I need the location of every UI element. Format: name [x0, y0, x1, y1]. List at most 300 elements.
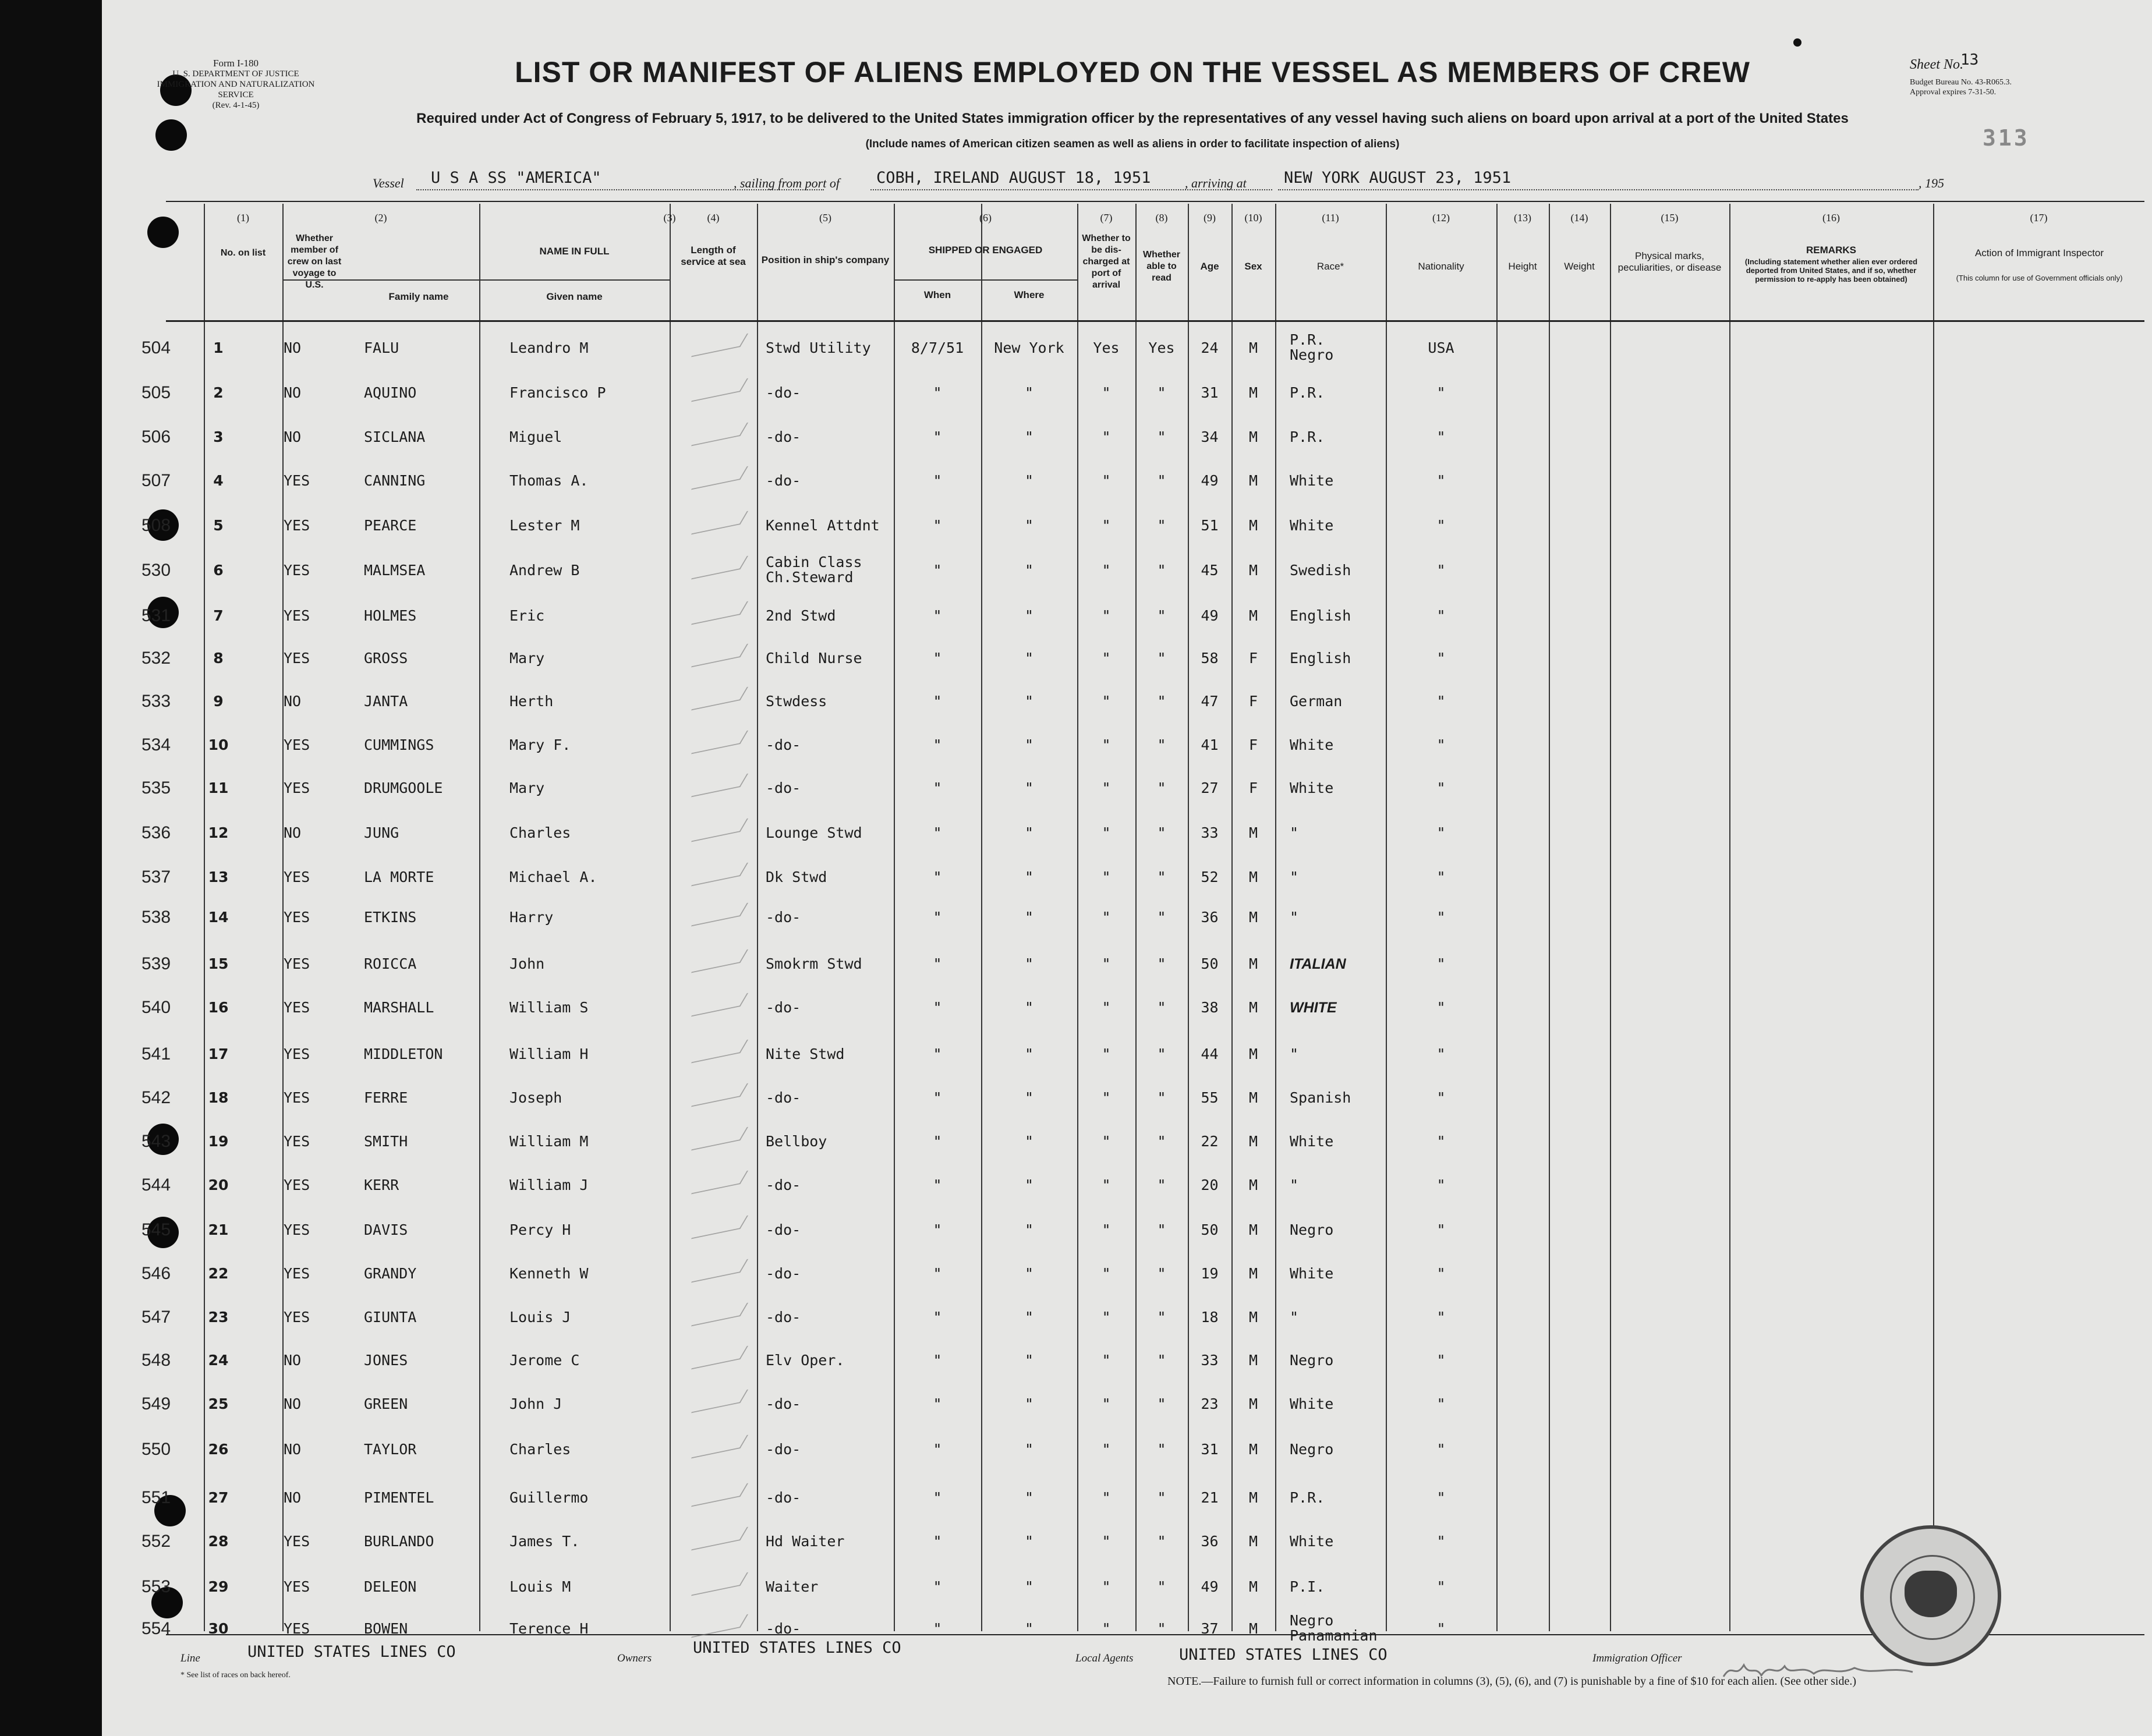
header-no-on-list: No. on list	[220, 248, 266, 258]
shipped-where-value: "	[1024, 1265, 1034, 1282]
discharged-value: "	[1102, 1309, 1111, 1326]
last-voyage-value: NO	[284, 384, 302, 401]
age-value: 49	[1201, 472, 1219, 489]
shipped-when-value: "	[933, 1533, 942, 1550]
position-value: Smokrm Stwd	[766, 955, 862, 972]
shipped-when-value: "	[933, 607, 942, 624]
position-value: -do-	[766, 780, 801, 796]
position-value: Elv Oper.	[766, 1352, 845, 1369]
sex-value: M	[1248, 824, 1258, 841]
given-name-value: Jerome C	[509, 1352, 580, 1369]
vessel-label: Vessel	[373, 176, 404, 190]
shipped-where-value: "	[1024, 607, 1034, 624]
nationality-value: USA	[1428, 339, 1454, 356]
sex-value: M	[1248, 428, 1258, 445]
row-number: 21	[208, 1221, 229, 1238]
sex-value: M	[1248, 1046, 1258, 1062]
shipped-where-value: "	[1024, 1089, 1034, 1106]
line-value: UNITED STATES LINES CO	[247, 1643, 456, 1661]
last-voyage-value: YES	[284, 869, 310, 885]
race-value: White	[1290, 1265, 1334, 1282]
row-number: 2	[213, 384, 224, 401]
nationality-value: "	[1436, 472, 1446, 489]
row-number: 29	[208, 1578, 229, 1595]
shipped-when-value: "	[933, 1133, 942, 1150]
service-name: IMMIGRATION AND NATURALIZATION SERVICE	[157, 80, 315, 100]
shipped-where-value: "	[1024, 1620, 1034, 1637]
col-divider	[1729, 204, 1730, 1631]
shipped-when-value: "	[933, 780, 942, 796]
shipped-when-value: "	[933, 955, 942, 972]
header-weight: Weight	[1564, 261, 1595, 272]
row-number: 6	[213, 562, 224, 579]
shipped-where-value: "	[1024, 736, 1034, 753]
age-value: 34	[1201, 428, 1219, 445]
page-ref-number: 531	[141, 606, 171, 625]
given-name-value: Michael A.	[509, 869, 597, 885]
shipped-where-value: "	[1024, 517, 1034, 534]
nationality-value: "	[1436, 517, 1446, 534]
age-value: 50	[1201, 1221, 1219, 1238]
header-age: Age	[1200, 261, 1219, 272]
shipped-when-value: "	[933, 1309, 942, 1326]
col-number-12: (12)	[1432, 212, 1450, 224]
given-name-value: Lester M	[509, 517, 580, 534]
header-physical-marks: Physical marks, peculiarities, or disease	[1617, 250, 1722, 273]
shipped-when-value: "	[933, 1177, 942, 1193]
col-number-8: (8)	[1155, 212, 1168, 224]
given-name-value: Mary	[509, 780, 545, 796]
nationality-value: "	[1436, 693, 1446, 710]
header-discharged: Whether to be dis-charged at port of arrival	[1082, 233, 1131, 290]
discharged-value: "	[1102, 909, 1111, 926]
discharged-value: "	[1102, 1620, 1111, 1637]
family-name-value: CUMMINGS	[364, 736, 434, 753]
family-name-value: DRUMGOOLE	[364, 780, 443, 796]
given-name-value: Joseph	[509, 1089, 562, 1106]
family-name-value: PEARCE	[364, 517, 417, 534]
budget-line: Budget Bureau No. 43-R065.3.	[1910, 78, 2012, 87]
shipped-when-value: "	[933, 1221, 942, 1238]
shipped-where-value: "	[1024, 955, 1034, 972]
family-name-value: CANNING	[364, 472, 426, 489]
owners-value: UNITED STATES LINES CO	[693, 1639, 901, 1657]
nationality-value: "	[1436, 384, 1446, 401]
family-name-value: ROICCA	[364, 955, 417, 972]
shipped-when-value: "	[933, 736, 942, 753]
able-to-read-value: "	[1157, 955, 1166, 972]
given-name-value: Francisco P	[509, 384, 606, 401]
line-label: Line	[180, 1652, 200, 1664]
row-number: 4	[213, 472, 224, 489]
shipped-where-value: "	[1024, 1221, 1034, 1238]
able-to-read-value: "	[1157, 1352, 1166, 1369]
discharged-value: "	[1102, 955, 1111, 972]
race-value: White	[1290, 472, 1334, 489]
col-number-11: (11)	[1322, 212, 1339, 224]
age-value: 31	[1201, 1441, 1219, 1458]
able-to-read-value: "	[1157, 999, 1166, 1016]
shipped-where-value: "	[1024, 1309, 1034, 1326]
sex-value: M	[1248, 909, 1258, 926]
row-number: 18	[208, 1089, 229, 1106]
given-name-value: Harry	[509, 909, 554, 926]
position-value: -do-	[766, 472, 801, 489]
shipped-where-value: "	[1024, 869, 1034, 885]
position-value: -do-	[766, 1309, 801, 1326]
position-value: Child Nurse	[766, 650, 862, 667]
row-number: 22	[208, 1265, 229, 1282]
nationality-value: "	[1436, 1352, 1446, 1369]
immigration-seal	[1860, 1525, 2001, 1666]
races-footnote: * See list of races on back hereof.	[180, 1671, 291, 1680]
col-number-13: (13)	[1514, 212, 1531, 224]
header-sex: Sex	[1244, 261, 1262, 272]
family-name-value: TAYLOR	[364, 1441, 417, 1458]
race-value: White	[1290, 736, 1334, 753]
header-race: Race*	[1316, 261, 1344, 272]
position-value: Bellboy	[766, 1133, 827, 1150]
given-name-value: John	[509, 955, 545, 972]
last-voyage-value: YES	[284, 1046, 310, 1062]
discharged-value: "	[1102, 869, 1111, 885]
race-value: Negro Panamanian	[1290, 1612, 1378, 1644]
position-value: -do-	[766, 736, 801, 753]
nationality-value: "	[1436, 1309, 1446, 1326]
given-name-value: Charles	[509, 1441, 571, 1458]
age-value: 21	[1201, 1489, 1219, 1506]
race-value: WHITE	[1290, 1000, 1337, 1016]
given-name-value: William M	[509, 1133, 589, 1150]
nationality-value: "	[1436, 1441, 1446, 1458]
race-value: P.R.	[1290, 384, 1325, 401]
race-value: German	[1290, 693, 1343, 710]
race-value: English	[1290, 650, 1351, 667]
row-number: 16	[208, 999, 229, 1016]
age-value: 19	[1201, 1265, 1219, 1282]
shipped-where-value: New York	[994, 339, 1064, 356]
family-name-value: SICLANA	[364, 428, 426, 445]
header-where: Where	[1014, 289, 1045, 300]
family-name-value: AQUINO	[364, 384, 417, 401]
budget-bureau-note	[1910, 77, 2012, 97]
nationality-value: "	[1436, 1046, 1446, 1062]
local-agents-label: Local Agents	[1075, 1652, 1134, 1664]
last-voyage-value: NO	[284, 1352, 302, 1369]
family-name-value: GREEN	[364, 1395, 408, 1412]
position-value: Waiter	[766, 1578, 819, 1595]
sex-value: M	[1248, 384, 1258, 401]
col-divider	[1549, 204, 1550, 1631]
discharged-value: "	[1102, 736, 1111, 753]
age-value: 47	[1201, 693, 1219, 710]
given-name-value: William H	[509, 1046, 589, 1062]
shipped-when-value: "	[933, 650, 942, 667]
given-name-value: Percy H	[509, 1221, 571, 1238]
race-value: "	[1290, 824, 1299, 841]
able-to-read-value: "	[1157, 1489, 1166, 1506]
position-value: Lounge Stwd	[766, 824, 862, 841]
given-name-value: Leandro M	[509, 339, 589, 356]
shipped-where-value: "	[1024, 384, 1034, 401]
position-value: -do-	[766, 1441, 801, 1458]
shipped-where-value: "	[1024, 824, 1034, 841]
row-number: 13	[208, 869, 229, 885]
shipped-where-value: "	[1024, 1177, 1034, 1193]
page-ref-number: 547	[141, 1308, 171, 1327]
nationality-value: "	[1436, 1620, 1446, 1637]
family-name-value: DELEON	[364, 1578, 417, 1595]
row-number: 15	[208, 955, 229, 972]
row-number: 1	[213, 339, 224, 356]
age-value: 58	[1201, 650, 1219, 667]
shipped-when-value: "	[933, 869, 942, 885]
nationality-value: "	[1436, 1089, 1446, 1106]
sailing-value: COBH, IRELAND AUGUST 18, 1951	[876, 169, 1151, 187]
family-name-value: JONES	[364, 1352, 408, 1369]
age-value: 20	[1201, 1177, 1219, 1193]
local-agents-value: UNITED STATES LINES CO	[1179, 1646, 1388, 1664]
family-name-value: LA MORTE	[364, 869, 434, 885]
discharged-value: "	[1102, 650, 1111, 667]
age-value: 50	[1201, 955, 1219, 972]
row-number: 12	[208, 824, 229, 841]
sex-value: M	[1248, 1089, 1258, 1106]
nationality-value: "	[1436, 780, 1446, 796]
nationality-value: "	[1436, 428, 1446, 445]
race-value: "	[1290, 909, 1299, 926]
discharged-value: "	[1102, 384, 1111, 401]
age-value: 52	[1201, 869, 1219, 885]
given-name-value: Terence H	[509, 1620, 589, 1637]
row-number: 17	[208, 1046, 229, 1062]
able-to-read-value: "	[1157, 428, 1166, 445]
page-ref-number: 504	[141, 338, 171, 357]
discharged-value: "	[1102, 517, 1111, 534]
shipped-when-value: "	[933, 824, 942, 841]
shipped-where-value: "	[1024, 1395, 1034, 1412]
family-name-value: MALMSEA	[364, 562, 426, 579]
able-to-read-value: "	[1157, 693, 1166, 710]
discharged-value: "	[1102, 1221, 1111, 1238]
col-number-10: (10)	[1244, 212, 1262, 224]
budget-line: Approval expires 7-31-50.	[1910, 88, 1997, 97]
last-voyage-value: NO	[284, 1395, 302, 1412]
nationality-value: "	[1436, 1533, 1446, 1550]
position-value: Nite Stwd	[766, 1046, 845, 1062]
last-voyage-value: YES	[284, 999, 310, 1016]
shipped-where-value: "	[1024, 472, 1034, 489]
arriving-rule	[1278, 189, 1919, 190]
discharged-value: "	[1102, 780, 1111, 796]
shipped-when-value: "	[933, 428, 942, 445]
page-ref-number: 541	[141, 1044, 171, 1064]
discharged-value: "	[1102, 428, 1111, 445]
race-value: Negro	[1290, 1221, 1334, 1238]
last-voyage-value: YES	[284, 562, 310, 579]
able-to-read-value: "	[1157, 909, 1166, 926]
nationality-value: "	[1436, 607, 1446, 624]
header-position: Position in ship's company	[761, 254, 890, 265]
age-value: 37	[1201, 1620, 1219, 1637]
sex-value: M	[1248, 1177, 1258, 1193]
shipped-where-value: "	[1024, 428, 1034, 445]
header-shipped-engaged: SHIPPED OR ENGAGED	[928, 245, 1043, 256]
sex-value: M	[1248, 1489, 1258, 1506]
age-value: 18	[1201, 1309, 1219, 1326]
col-divider	[479, 204, 480, 1631]
able-to-read-value: "	[1157, 384, 1166, 401]
row-number: 20	[208, 1177, 229, 1193]
last-voyage-value: NO	[284, 339, 302, 356]
race-value: "	[1290, 1046, 1299, 1062]
header-bottom-rule	[166, 320, 2144, 322]
page-ref-number: 545	[141, 1220, 171, 1239]
document-subtitle: Required under Act of Congress of February 5, 1917, to be delivered to the United States immigration officer by the representatives of any vessel having such aliens on board upon arrival at a port of the United States	[416, 111, 1849, 126]
sex-value: M	[1248, 869, 1258, 885]
last-voyage-value: NO	[284, 1489, 302, 1506]
last-voyage-value: YES	[284, 780, 310, 796]
able-to-read-value: "	[1157, 517, 1166, 534]
age-value: 23	[1201, 1395, 1219, 1412]
row-number: 8	[213, 650, 224, 667]
shipped-when-value: "	[933, 517, 942, 534]
given-name-value: Thomas A.	[509, 472, 589, 489]
last-voyage-value: NO	[284, 428, 302, 445]
page-ref-number: 544	[141, 1175, 171, 1195]
position-value: Stwdess	[766, 693, 827, 710]
age-value: 45	[1201, 562, 1219, 579]
page-ref-number: 550	[141, 1440, 171, 1459]
race-value: White	[1290, 1133, 1334, 1150]
shipped-where-value: "	[1024, 1533, 1034, 1550]
col-divider	[1496, 204, 1498, 1631]
page-ref-number: 552	[141, 1532, 171, 1551]
page-ref-number: 546	[141, 1264, 171, 1283]
age-value: 33	[1201, 824, 1219, 841]
nationality-value: "	[1436, 650, 1446, 667]
age-value: 22	[1201, 1133, 1219, 1150]
revision-date: (Rev. 4-1-45)	[212, 101, 260, 110]
last-voyage-value: NO	[284, 824, 302, 841]
page-ref-number: 548	[141, 1351, 171, 1370]
header-nationality: Nationality	[1418, 261, 1464, 272]
last-voyage-value: YES	[284, 472, 310, 489]
given-name-value: Kenneth W	[509, 1265, 589, 1282]
position-value: Stwd Utility	[766, 339, 871, 356]
family-name-value: ETKINS	[364, 909, 417, 926]
family-name-value: SMITH	[364, 1133, 408, 1150]
discharged-value: "	[1102, 1441, 1111, 1458]
family-name-value: BOWEN	[364, 1620, 408, 1637]
family-name-value: DAVIS	[364, 1221, 408, 1238]
sheet-number-label	[1910, 57, 1963, 73]
shipped-where-value: "	[1024, 909, 1034, 926]
race-value: ITALIAN	[1290, 956, 1346, 972]
race-value: White	[1290, 1395, 1334, 1412]
shipped-where-value: "	[1024, 1352, 1034, 1369]
age-value: 36	[1201, 909, 1219, 926]
sex-value: F	[1248, 650, 1258, 667]
position-value: -do-	[766, 428, 801, 445]
position-value: -do-	[766, 999, 801, 1016]
col-divider	[670, 204, 671, 1631]
discharged-value: "	[1102, 824, 1111, 841]
race-value: "	[1290, 1309, 1299, 1326]
row-number: 19	[208, 1133, 229, 1150]
discharged-value: "	[1102, 999, 1111, 1016]
shipped-where-value: "	[1024, 1133, 1034, 1150]
page-ref-number: 508	[141, 516, 171, 535]
age-value: 49	[1201, 607, 1219, 624]
shipped-where-value: "	[1024, 650, 1034, 667]
sex-value: M	[1248, 1441, 1258, 1458]
col-number-5: (5)	[819, 212, 831, 224]
last-voyage-value: YES	[284, 1177, 310, 1193]
shipped-when-value: "	[933, 384, 942, 401]
family-name-value: HOLMES	[364, 607, 417, 624]
header-family-name: Family name	[388, 291, 449, 302]
shipped-when-value: "	[933, 1395, 942, 1412]
position-value: -do-	[766, 1395, 801, 1412]
race-value: White	[1290, 1533, 1334, 1550]
sailing-label: , sailing from port of	[734, 176, 840, 190]
able-to-read-value: "	[1157, 1089, 1166, 1106]
last-voyage-value: YES	[284, 909, 310, 926]
able-to-read-value: "	[1157, 472, 1166, 489]
header-able-to-read: Whether able to read	[1143, 250, 1180, 283]
page-ref-number: 540	[141, 998, 171, 1017]
sex-value: M	[1248, 1578, 1258, 1595]
position-value: Dk Stwd	[766, 869, 827, 885]
race-value: P.R. Negro	[1290, 331, 1334, 363]
position-value: -do-	[766, 1221, 801, 1238]
family-name-value: FERRE	[364, 1089, 408, 1106]
nationality-value: "	[1436, 1489, 1446, 1506]
col-divider	[1275, 204, 1276, 1631]
discharged-value: "	[1102, 1578, 1111, 1595]
sex-value: M	[1248, 999, 1258, 1016]
age-value: 27	[1201, 780, 1219, 796]
age-value: 31	[1201, 384, 1219, 401]
race-value: "	[1290, 869, 1299, 885]
nationality-value: "	[1436, 1221, 1446, 1238]
shipped-when-value: "	[933, 562, 942, 579]
sex-value: M	[1248, 339, 1258, 356]
age-value: 36	[1201, 1533, 1219, 1550]
document-subnote: (Include names of American citizen seamen as well as aliens in order to facilitate inspection of aliens)	[865, 138, 1400, 150]
page-ref-number: 535	[141, 778, 171, 798]
family-name-value: MIDDLETON	[364, 1046, 443, 1062]
age-value: 38	[1201, 999, 1219, 1016]
position-value: -do-	[766, 1265, 801, 1282]
penalty-note: NOTE.—Failure to furnish full or correct information in columns (3), (5), (6), and (7) is punishable by a fine of $10 for each alien. (See other side.)	[1167, 1675, 1856, 1688]
shipped-when-value: "	[933, 1352, 942, 1369]
age-value: 49	[1201, 1578, 1219, 1595]
col-divider	[757, 204, 758, 1631]
discharged-value: "	[1102, 1089, 1111, 1106]
shipped-where-value: "	[1024, 780, 1034, 796]
race-value: English	[1290, 607, 1351, 624]
last-voyage-value: YES	[284, 1309, 310, 1326]
family-name-value: GRANDY	[364, 1265, 417, 1282]
race-value: Spanish	[1290, 1089, 1351, 1106]
able-to-read-value: "	[1157, 562, 1166, 579]
last-voyage-value: YES	[284, 607, 310, 624]
row-number: 25	[208, 1395, 229, 1412]
nationality-value: "	[1436, 562, 1446, 579]
discharged-value: "	[1102, 1177, 1111, 1193]
